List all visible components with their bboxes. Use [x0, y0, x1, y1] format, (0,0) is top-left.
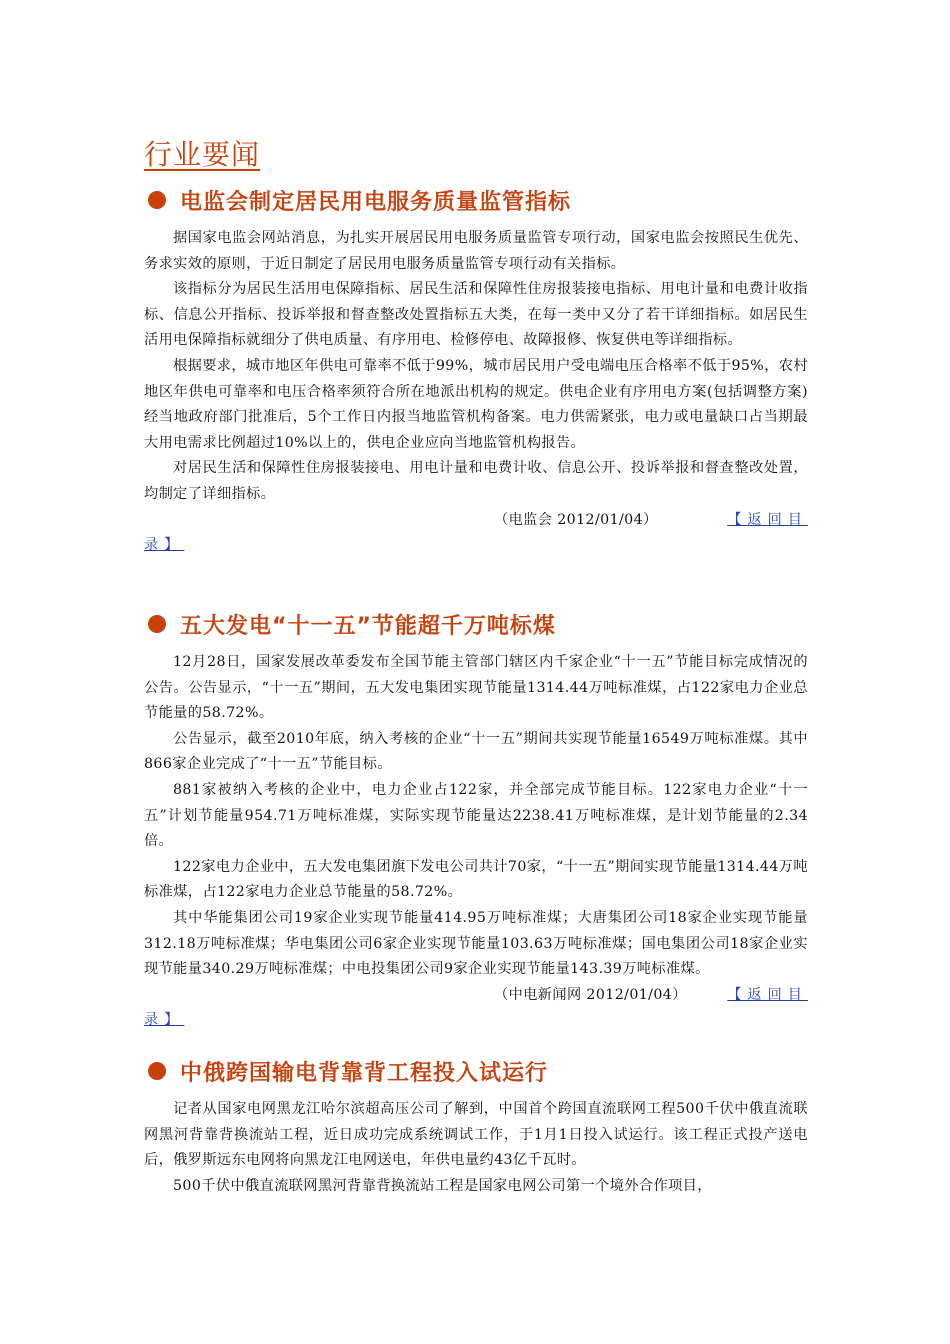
article-source: （电监会 2012/01/04） — [494, 511, 658, 528]
back-to-toc-link[interactable]: 【返回目 — [727, 511, 808, 528]
paragraph: 881家被纳入考核的企业中，电力企业占122家，并全部完成节能目标。122家电力企业“十一五”计划节能量954.71万吨标准煤，实际实现节能量达2238.41万吨标准煤，是计划节能量的2.34倍。 — [144, 781, 808, 850]
back-to-toc-link[interactable]: 【返回目 — [727, 986, 808, 1003]
headline-text: 电监会制定居民用电服务质量监管指标 — [180, 189, 572, 215]
headline-text: 五大发电“十一五”节能超千万吨标煤 — [180, 613, 556, 639]
back-to-toc-link-continued[interactable]: 录】 — [144, 1012, 185, 1029]
paragraph: 其中华能集团公司19家企业实现节能量414.95万吨标准煤；大唐集团公司18家企业实现节能量312.18万吨标准煤；华电集团公司6家企业实现节能量103.63万吨标准煤；国电集团公司18家企业实现节能量340.29万吨标准煤；中电投集团公司9家企业实现节能量143.39万吨标准煤。 — [144, 909, 808, 978]
paragraph: 该指标分为居民生活用电保障指标、居民生活和保障性住房报装接电指标、用电计量和电费计收指标、信息公开指标、投诉举报和督查整改处置指标五大类，在每一类中又分了若干详细指标。如居民生活用电保障指标就细分了供电质量、有序用电、检修停电、故障报修、恢复供电等详细指标。 — [144, 281, 808, 349]
article-headline — [144, 180, 808, 220]
paragraph: 公告显示，截至2010年底，纳入考核的企业“十一五”期间共实现节能量16549万吨标准煤。其中866家企业完成了“十一五”节能目标。 — [144, 730, 808, 773]
article-headline — [144, 1051, 808, 1091]
article-source: （中电新闻网 2012/01/04） — [494, 986, 687, 1003]
bullet-icon — [148, 191, 166, 209]
article-headline — [144, 604, 808, 644]
back-to-toc-link-continued[interactable]: 录】 — [144, 537, 185, 554]
paragraph: 据国家电监会网站消息，为扎实开展居民用电服务质量监管专项行动，国家电监会按照民生优先、务求实效的原则，于近日制定了居民用电服务质量监管专项行动有关指标。 — [144, 230, 808, 272]
source-line — [144, 508, 808, 534]
headline-text: 中俄跨国输电背靠背工程投入试运行 — [180, 1060, 549, 1086]
source-line — [144, 983, 808, 1009]
paragraph: 122家电力企业中，五大发电集团旗下发电公司共计70家，“十一五”期间实现节能量1314.44万吨标准煤，占122家电力企业总节能量的58.72%。 — [144, 858, 808, 901]
article-2 — [144, 604, 808, 1034]
article-1 — [144, 180, 808, 559]
bullet-icon — [148, 615, 166, 633]
paragraph: 500千伏中俄直流联网黑河背靠背换流站工程是国家电网公司第一个境外合作项目， — [173, 1177, 712, 1194]
paragraph: 12月28日，国家发展改革委发布全国节能主管部门辖区内千家企业“十一五”节能目标完成情况的公告。公告显示，“十一五”期间，五大发电集团实现节能量1314.44万吨标准煤，占122家电力企业总节能量的58.72%。 — [144, 654, 808, 722]
section-title: 行业要闻 — [144, 138, 261, 171]
bullet-icon — [148, 1062, 166, 1080]
paragraph: 记者从国家电网黑龙江哈尔滨超高压公司了解到，中国首个跨国直流联网工程500千伏中俄直流联网黑河背靠背换流站工程，近日成功完成系统调试工作，于1月1日投入试运行。该工程正式投产送电后，俄罗斯远东电网将向黑龙江电网送电，年供电量约43亿千瓦时。 — [144, 1101, 808, 1169]
paragraph: 对居民生活和保障性住房报装接电、用电计量和电费计收、信息公开、投诉举报和督查整改处置，均制定了详细指标。 — [144, 460, 808, 502]
article-3 — [144, 1051, 808, 1199]
paragraph: 根据要求，城市地区年供电可靠率不低于99%，城市居民用户受电端电压合格率不低于95%，农村地区年供电可靠率和电压合格率须符合所在地派出机构的规定。供电企业有序用电方案(包括调整方案)经当地政府部门批准后，5个工作日内报当地监管机构备案。电力供需紧张，电力或电量缺口占当期最大用电需求比例超过10%以上的，供电企业应向当地监管机构报告。 — [144, 357, 808, 451]
